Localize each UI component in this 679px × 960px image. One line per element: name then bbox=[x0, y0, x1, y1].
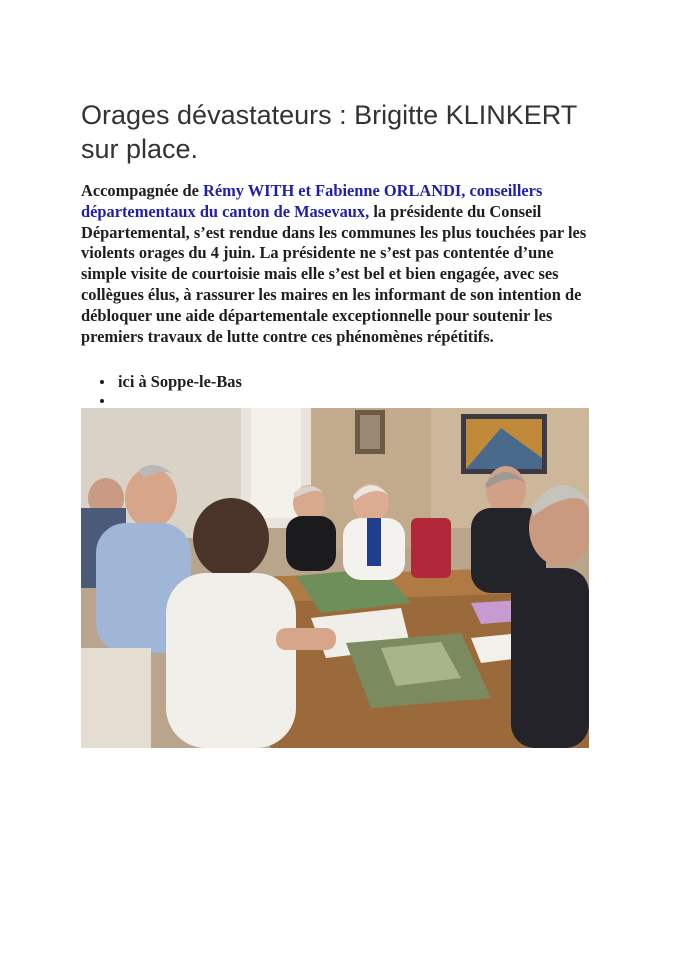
body-lead: Accompagnée de bbox=[81, 181, 203, 200]
body-rest: la présidente du Conseil Départemental, s’est rendue dans les communes les plus touchées par les violents orages du 4 juin. La présidente ne s’est pas contentée d’une simple visite de courtoisie mais elle s’est bel et bien engagée, avec ses collègues élus, à rassurer les maires en les informant de son intention de débloquer une aide départementale exceptionnelle pour soutenir les premiers travaux de lutte contre ces phénomènes répétitifs. bbox=[81, 201, 587, 346]
body-highlight-names: Rémy WITH et Fabienne ORLANDI, conseillers départementaux du canton de Masevaux, bbox=[81, 181, 543, 221]
article-body bbox=[81, 181, 601, 347]
bullet-icon bbox=[100, 399, 104, 403]
article-title: Orages dévastateurs : Brigitte KLINKERT sur place. bbox=[81, 100, 577, 164]
bullet-list bbox=[81, 372, 601, 410]
list-item bbox=[81, 372, 601, 391]
meeting-photo-illustration bbox=[81, 408, 589, 748]
bullet-icon bbox=[100, 380, 104, 384]
meeting-photo bbox=[81, 408, 589, 748]
list-item-text: ici à Soppe-le-Bas bbox=[118, 372, 242, 391]
